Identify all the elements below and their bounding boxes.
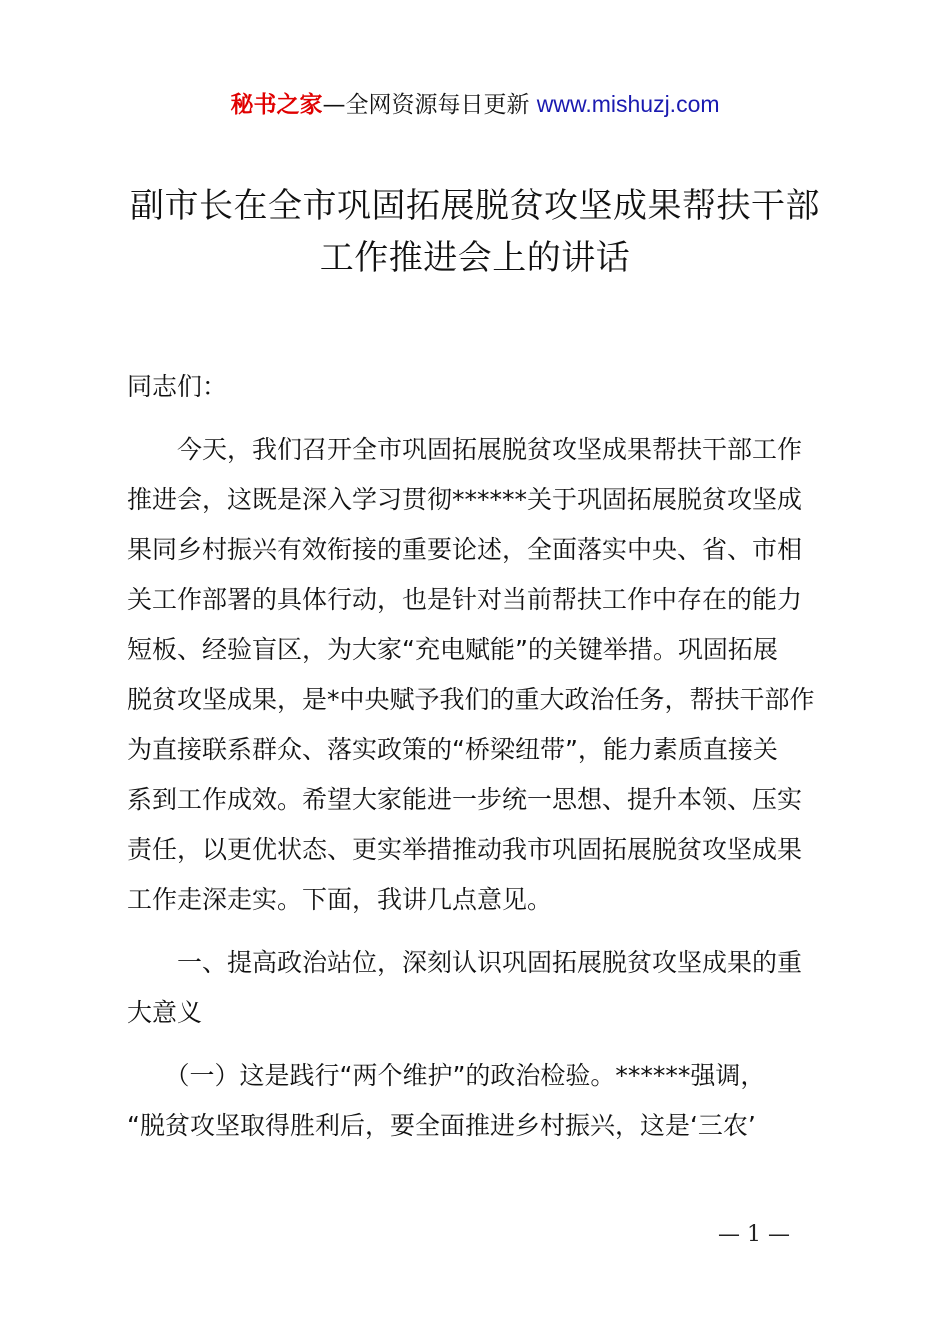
paragraph-line: 关工作部署的具体行动，也是针对当前帮扶工作中存在的能力 bbox=[127, 585, 803, 614]
paragraph-intro bbox=[127, 425, 837, 925]
paragraph-line: 系到工作成效。希望大家能进一步统一思想、提升本领、压实 bbox=[127, 785, 803, 814]
heading-line: 一、提高政治站位，深刻认识巩固拓展脱贫攻坚成果的重 bbox=[127, 948, 803, 977]
page-number: — 1 — bbox=[718, 1222, 790, 1247]
paragraph-line: “脱贫攻坚取得胜利后，要全面推进乡村振兴，这是‘三农’ bbox=[127, 1111, 756, 1140]
paragraph-line: 果同乡村振兴有效衔接的重要论述，全面落实中央、省、市相 bbox=[127, 535, 803, 564]
paragraph-line: 工作走深走实。下面，我讲几点意见。 bbox=[127, 885, 553, 914]
heading-line: 大意义 bbox=[127, 998, 203, 1027]
paragraph-subsection-1 bbox=[127, 1051, 837, 1151]
paragraph-line: 今天，我们召开全市巩固拓展脱贫攻坚成果帮扶干部工作 bbox=[127, 435, 803, 464]
paragraph-line: 责任，以更优状态、更实举措推动我市巩固拓展脱贫攻坚成果 bbox=[127, 835, 803, 864]
salutation: 同志们： bbox=[127, 372, 228, 401]
paragraph-line: 脱贫攻坚成果，是*中央赋予我们的重大政治任务，帮扶干部作 bbox=[127, 685, 815, 714]
header-tagline: —全网资源每日更新 bbox=[322, 92, 537, 118]
title-line-2: 工作推进会上的讲话 bbox=[319, 238, 631, 278]
paragraph-line: 推进会，这既是深入学习贯彻******关于巩固拓展脱贫攻坚成 bbox=[127, 485, 803, 514]
document-body bbox=[127, 362, 837, 1151]
site-url[interactable]: www.mishuzj.com bbox=[536, 91, 720, 117]
title-line-1: 副市长在全市巩固拓展脱贫攻坚成果帮扶干部 bbox=[130, 186, 820, 226]
document-title bbox=[100, 180, 850, 284]
paragraph-line: （一）这是践行“两个维护”的政治检验。******强调， bbox=[127, 1061, 766, 1090]
section-heading-1 bbox=[127, 938, 837, 1038]
brand-name: 秘书之家 bbox=[230, 92, 323, 118]
paragraph-line: 为直接联系群众、落实政策的“桥梁纽带”，能力素质直接关 bbox=[127, 735, 778, 764]
site-header bbox=[0, 88, 950, 121]
paragraph-line: 短板、经验盲区，为大家“充电赋能”的关键举措。巩固拓展 bbox=[127, 635, 778, 664]
